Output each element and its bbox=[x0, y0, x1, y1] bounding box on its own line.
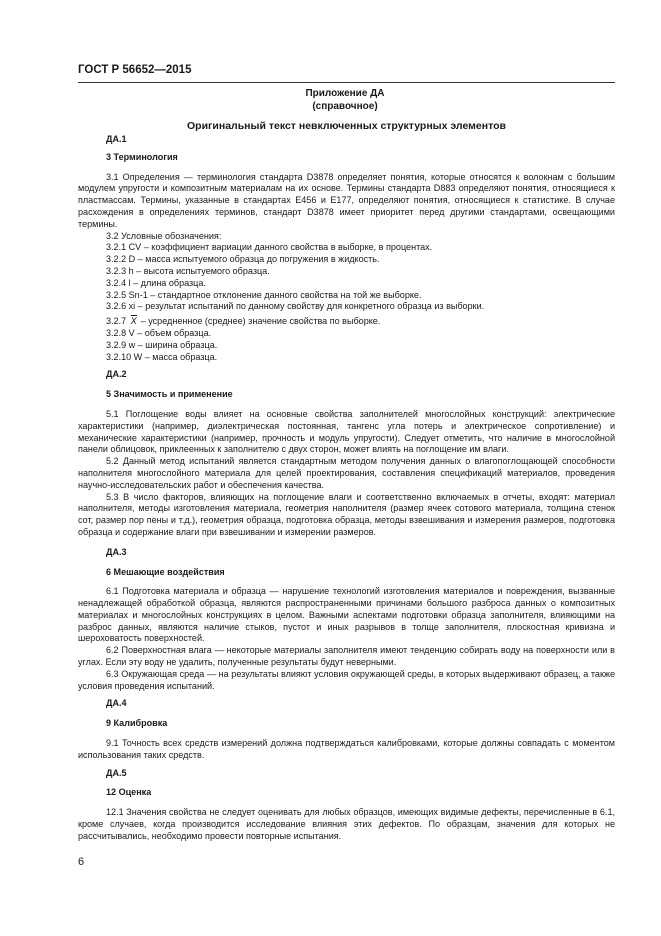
item-3-2-9: 3.2.9 w – ширина образца. bbox=[106, 339, 218, 350]
appendix-subtitle: (справочное) bbox=[312, 101, 378, 112]
section-da1: ДА.1 bbox=[106, 134, 127, 144]
item-3-2-5: 3.2.5 Sn-1 – стандартное отклонение данного свойства на той же выборке. bbox=[106, 289, 422, 300]
paragraph-6-2: 6.2 Поверхностная влага — некоторые материалы заполнителя имеют тенденцию собирать воду на поверхности или в углах. Если эту воду не удалить, полученные результаты будут неверными. bbox=[78, 645, 615, 668]
paragraph-12-1: 12.1 Значения свойства не следует оценивать для любых образцов, имеющих видимые дефекты, перечисленные в 6.1, кроме случаев, когда производится исследование влияния этих дефектов. По образцам, значения для которых не рассчитывались, необходимо провести повторные испытания. bbox=[78, 807, 615, 841]
paragraph-5-1: 5.1 Поглощение воды влияет на основные свойства заполнителей многослойных конструкций: электрические характеристики (например, диэлектрическая постоянная, тангенс угла потерь и электрическое сопротивление) и механические характеристики (например, прочность и модуль упругости). Следует отметить, что наличие в многослойной панели облицовок, приклеенных к заполнителю с двух сторон, может влиять на поглощение им влаги. bbox=[78, 408, 615, 455]
header-rule bbox=[78, 82, 615, 83]
paragraph-9-1: 9.1 Точность всех средств измерений должна подтверждаться калибровками, которые должны совпадать с моментом использования таких средств. bbox=[78, 738, 615, 760]
standard-header: ГОСТ Р 56652—2015 bbox=[78, 64, 192, 76]
paragraph-3-1: 3.1 Определения — терминология стандарта D3878 определяет понятия, которые относятся к волокнам с большим модулем упругости и композитным материалам на их основе. Термины стандарта D883 определяют понятия, относящиеся к пластмассам. Термины, указанные в стандартах Е456 и Е177, определяют понятия, относящиеся к статистике. В случае расхождения в определениях терминов, стандарт D3878 имеет приоритет перед другими стандартами, освещающими термины. bbox=[78, 171, 615, 229]
mean-symbol: X bbox=[130, 316, 137, 327]
section-da3: ДА.3 bbox=[106, 546, 127, 557]
heading-evaluation: 12 Оценка bbox=[106, 787, 152, 798]
item-3-2-4: 3.2.4 l – длина образца. bbox=[106, 277, 206, 288]
item-3-2-1: 3.2.1 CV – коэффициент вариации данного свойства в выборке, в процентах. bbox=[106, 242, 433, 253]
heading-significance: 5 Значимость и применение bbox=[106, 389, 233, 400]
page-number: 6 bbox=[78, 856, 85, 868]
paragraph-3-2: 3.2 Условные обозначения: bbox=[106, 230, 222, 241]
heading-interference: 6 Мешающие воздействия bbox=[106, 566, 225, 577]
section-da4: ДА.4 bbox=[106, 698, 127, 709]
paragraph-6-3: 6.3 Окружающая среда — на результаты влияют условия окружающей среды, в которых выдерживают образец, а также условия проведения испытаний. bbox=[78, 668, 615, 691]
main-title: Оригинальный текст невключенных структурных элементов bbox=[187, 120, 506, 132]
item-3-2-8: 3.2.8 V – объем образца. bbox=[106, 327, 212, 338]
heading-terminology: 3 Терминология bbox=[106, 151, 178, 162]
heading-calibration: 9 Калибровка bbox=[106, 718, 168, 729]
paragraph-5-3: 5.3 В число факторов, влияющих на поглощение влаги и соответственно включаемых в отчеты, входят: материал наполнителя, методы изготовления материала, геометрия наполнителя (размер ячеек сотового материала, толщина стенок сот, размер пор пены и т.д.), геометрия образца, подготовка образца, методы взвешивания и измерения размеров, подготовка образца и содержание влаги при взвешивании и измерении размеров. bbox=[78, 491, 615, 537]
appendix-title: Приложение ДА bbox=[305, 88, 385, 99]
document-body bbox=[78, 134, 615, 843]
item-3-2-2: 3.2.2 D – масса испытуемого образца до погружения в жидкость. bbox=[106, 254, 380, 265]
item-3-2-10: 3.2.10 W – масса образца. bbox=[106, 351, 218, 362]
item-3-2-6: 3.2.6 xi – результат испытаний по данному свойству для конкретного образца из выборки. bbox=[106, 301, 485, 312]
paragraph-6-1: 6.1 Подготовка материала и образца — нарушение технологий изготовления материалов и повреждения, вызванные ненадлежащей обработкой образца, являются распространенными причинами большого разброса данных о композитных материалах и многослойных конструкциях в целом. Важными аспектами подготовки образца заполнителя, влияющими на разброс данных, являются наличие стыков, пустот и иных разрывов в толще заполнителя, плоскостная кривизна и шероховатость поверхностей. bbox=[78, 586, 615, 644]
paragraph-5-2: 5.2 Данный метод испытаний является стандартным методом получения данных о влагопоглощающей способности наполнителя многослойного материала для целей проектирования, составления спецификаций материалов, проведения научно-исследовательских работ и обеспечения качества. bbox=[78, 456, 615, 490]
item-3-2-3: 3.2.3 h – высота испытуемого образца. bbox=[106, 265, 270, 276]
section-da2: ДА.2 bbox=[106, 369, 127, 380]
section-da5: ДА.5 bbox=[106, 767, 127, 778]
item-3-2-7: 3.2.7 X – усредненное (среднее) значение свойства по выборке. bbox=[106, 316, 381, 327]
